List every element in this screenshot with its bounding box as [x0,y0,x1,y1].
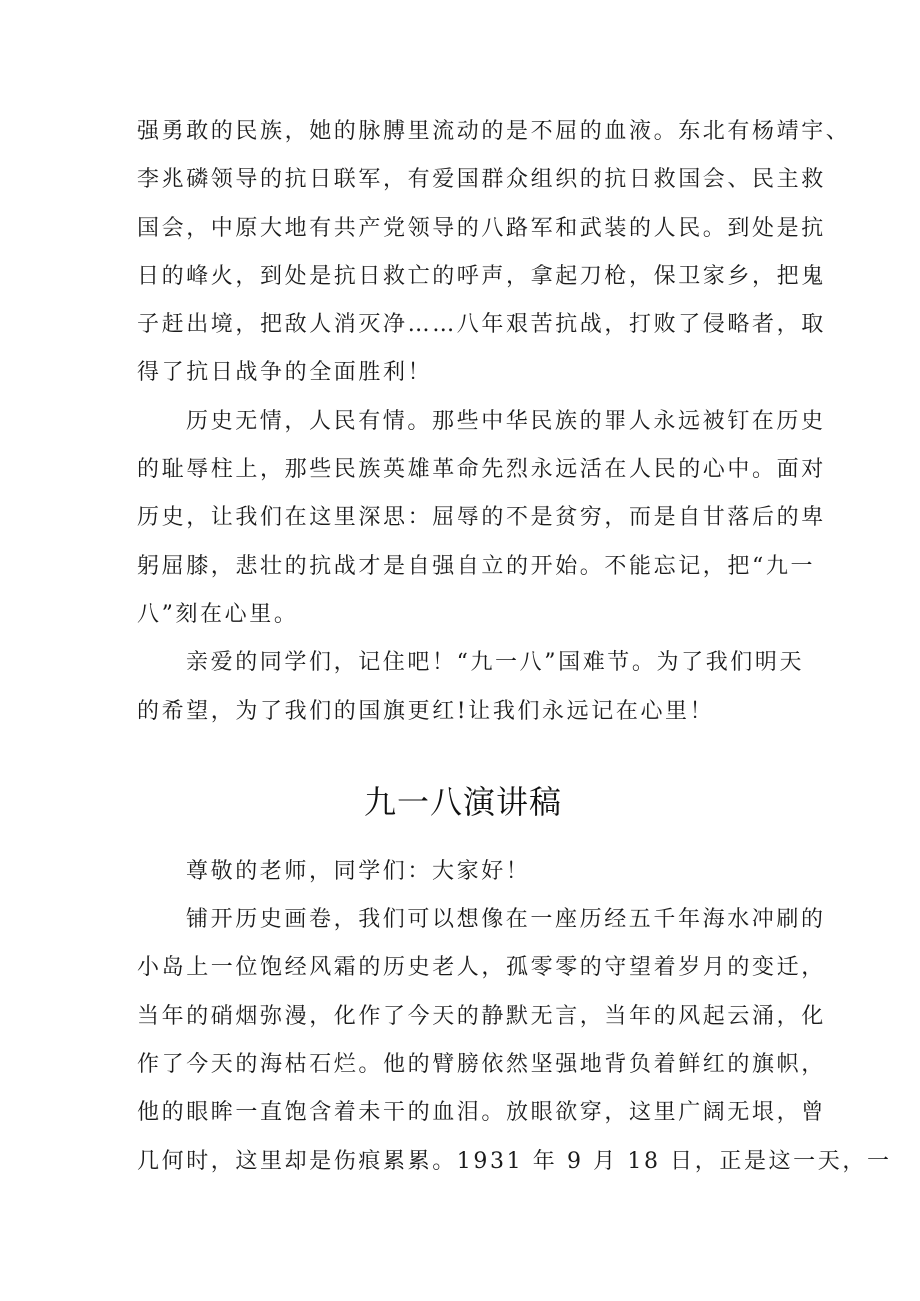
text-line: 当年的硝烟弥漫，化作了今天的静默无言，当年的风起云涌，化 [137,1003,826,1029]
speech-title: 九一八演讲稿 [363,782,562,821]
text-line: 铺开历史画卷，我们可以想像在一座历经五千年海水冲刷的 [186,907,826,933]
text-column [137,108,892,1186]
text-line: 小岛上一位饱经风霜的历史老人，孤零零的守望着岁月的变迁， [137,955,826,981]
paragraph [137,398,826,639]
paragraph [137,896,892,1186]
text-line: 八”刻在心里。 [137,601,299,627]
paragraph [137,639,805,736]
text-line: 强勇敢的民族，她的脉膊里流动的是不屈的血液。东北有杨靖宇、 [137,119,851,144]
text-line: 的希望，为了我们的国旗更红!让我们永远记在心里！ [137,698,715,724]
text-line: 躬屈膝，悲壮的抗战才是自强自立的开始。不能忘记，把“九一 [137,553,816,579]
section-continued [137,108,851,736]
spacer [137,736,797,758]
text-line: 几何时，这里却是伤痕累累。1931 年 9 月 18 日，正是这一天，一 [137,1148,892,1174]
paragraph [137,848,797,896]
text-line: 历史，让我们在这里深思：屈辱的不是贫穷，而是自甘落后的卑 [137,505,826,531]
text-line: 国会，中原大地有共产党领导的八路军和武装的人民。到处是抗 [137,215,826,241]
text-line: 的耻辱柱上，那些民族英雄革命先烈永远活在人民的心中。面对 [137,457,826,483]
text-line: 得了抗日战争的全面胜利！ [137,360,433,386]
greeting-line: 尊敬的老师，同学们：大家好！ [186,858,531,884]
paragraph [137,108,851,398]
text-line: 历史无情，人民有情。那些中华民族的罪人永远被钉在历史 [186,408,826,434]
text-line: 作了今天的海枯石烂。他的臂膀依然坚强地背负着鲜红的旗帜， [137,1052,826,1078]
text-line: 日的峰火，到处是抗日救亡的呼声，拿起刀枪，保卫家乡，把鬼 [137,263,826,289]
section-speech [137,848,892,1186]
text-line: 李兆磷领导的抗日联军，有爱国群众组织的抗日救国会、民主救 [137,167,826,193]
text-line: 他的眼眸一直饱含着未干的血泪。放眼欲穿，这里广阔无垠，曾 [137,1100,826,1126]
text-line: 亲爱的同学们，记住吧！“九一八”国难节。为了我们明天 [186,650,805,676]
text-line: 子赶出境，把敌人消灭净……八年艰苦抗战，打败了侵略者，取 [137,312,826,338]
